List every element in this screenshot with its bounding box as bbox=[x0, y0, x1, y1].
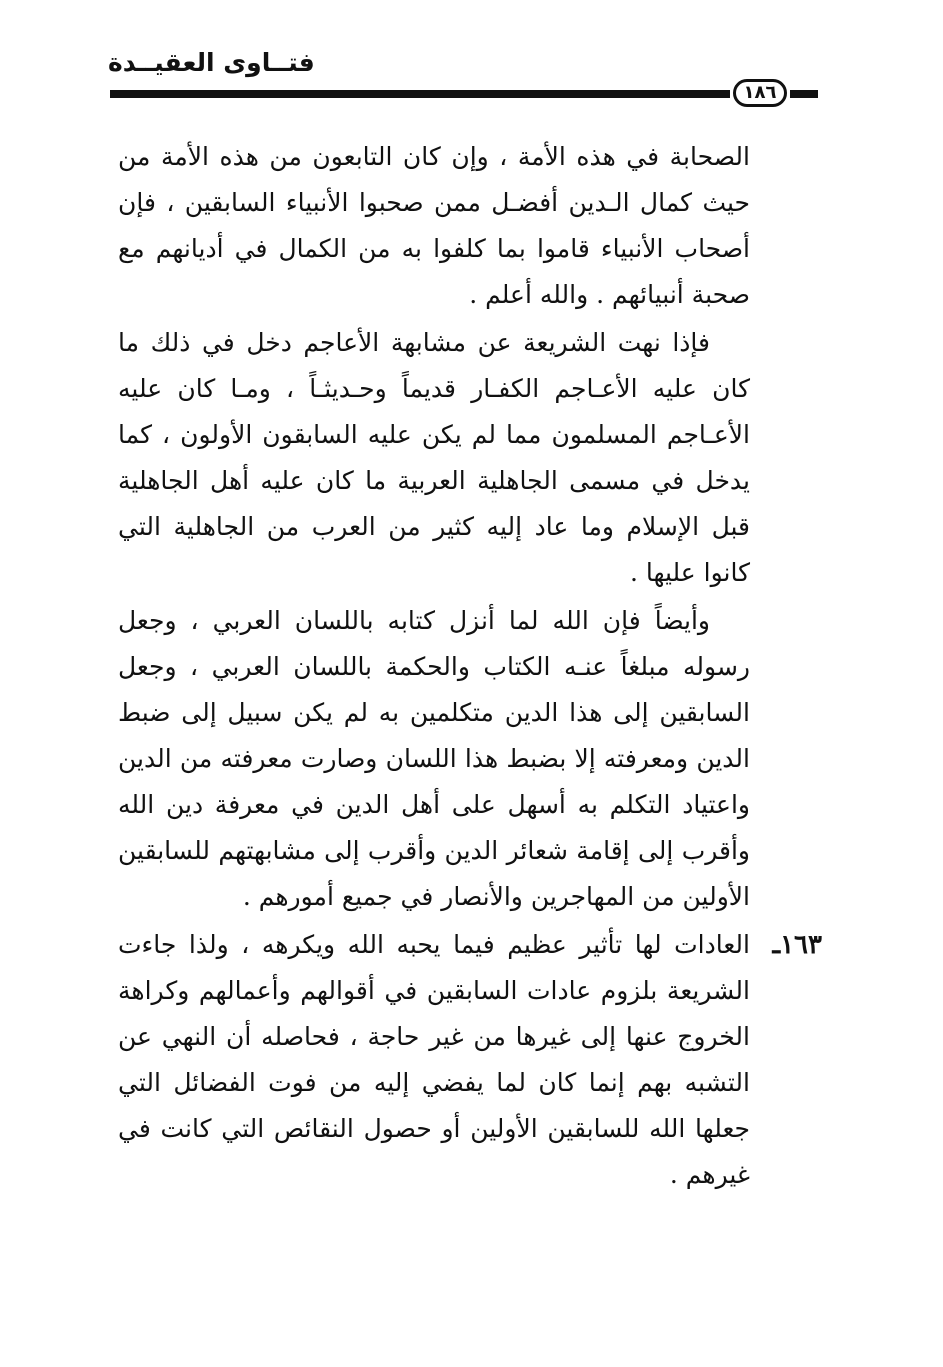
page-header bbox=[0, 0, 943, 120]
numbered-item-163 bbox=[118, 922, 822, 1198]
item-number: ١٦٣ـ bbox=[772, 930, 822, 960]
paragraph-2: فإذا نهت الشريعة عن مشابهة الأعاجم دخل في ذلك ما كان عليه الأعـاجم الكفـار قديماً وحـديثـاً ، ومـا كان عليه الأعـاجم المسلمون مما لم يكن عليه السابقون الأولون ، كما يدخل في مسمى الجاهلية العربية ما كان عليه أهل الجاهلية قبل الإسلام وما عاد إليه كثير من العرب من الجاهلية التي كانوا عليها . bbox=[118, 328, 750, 587]
page-body bbox=[118, 134, 822, 1200]
running-title: فتــاوى العقيــدة bbox=[108, 48, 315, 77]
paragraph-3: وأيضاً فإن الله لما أنزل كتابه باللسان العربي ، وجعل رسوله مبلغاً عنـه الكتاب والحكمة باللسان العربي ، وجعل السابقين إلى هذا الدين متكلمين به لم يكن سبيل إلى ضبط الدين ومعرفته إلا بضبط هذا اللسان وصارت معرفته من الدين واعتياد التكلم به أسهل على أهل الدين في معرفة دين الله وأقرب إلى إقامة شعائر الدين وأقرب إلى مشابهتهم للسابقين الأولين من المهاجرين والأنصار في جميع أمورهم . bbox=[118, 606, 750, 911]
paragraph-4: العادات لها تأثير عظيم فيما يحبه الله ويكرهه ، ولذا جاءت الشريعة بلزوم عادات السابقين في أقوالهم وأعمالهم وكراهة الخروج عنها إلى غيرها من غير حاجة ، فحاصله أن النهي عن التشبه بهم إنما كان لما يفضي إليه من فوت الفضائل التي جعلها الله للسابقين الأولين أو حصول النقائص التي كانت في غيرهم . bbox=[118, 930, 750, 1189]
header-rule-stub bbox=[790, 90, 818, 98]
page-number: ١٨٦ bbox=[733, 79, 787, 107]
header-rule bbox=[110, 90, 730, 98]
paragraph-1: الصحابة في هذه الأمة ، وإن كان التابعون من هذه الأمة من حيث كمال الـدين أفضـل ممن صحبوا الأنبياء السابقين ، فإن أصحاب الأنبياء قاموا بما كلفوا به من الكمال في أديانهم مع صحبة أنبيائهم . والله أعلم . bbox=[118, 142, 750, 309]
